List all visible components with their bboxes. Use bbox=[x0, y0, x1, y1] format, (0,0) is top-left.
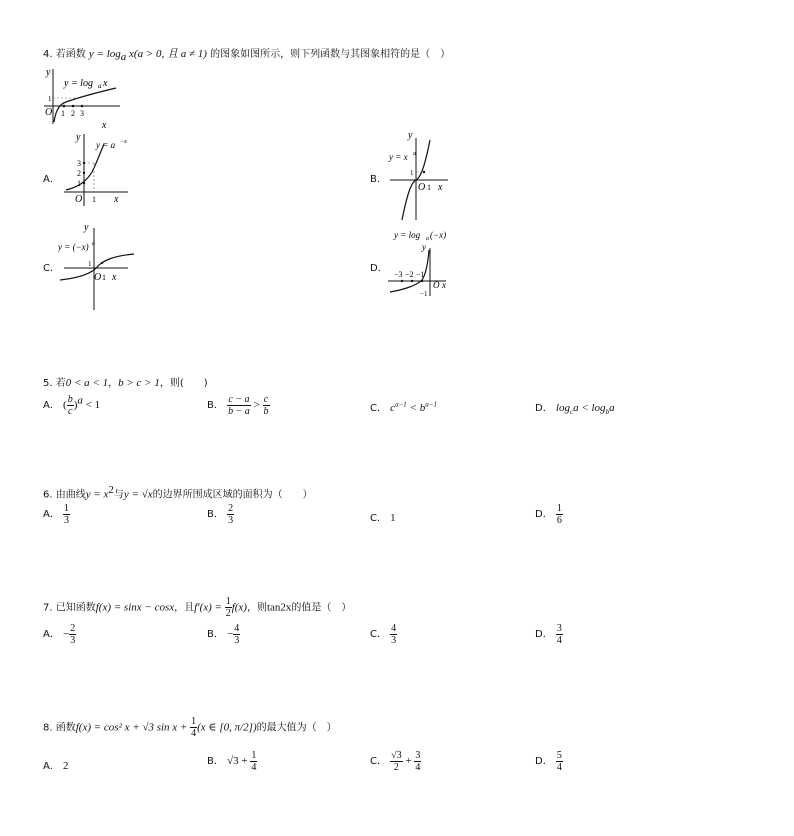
q8-option-b[interactable]: B． √3 + $\frac{1}{4}$ bbox=[207, 750, 257, 773]
q4-main-tick-3: 3 bbox=[80, 109, 84, 118]
q5-option-d[interactable]: D． $\log_ca < \log_ba$ bbox=[535, 402, 615, 417]
q6-option-d[interactable]: D． $\frac{1}{6}$ bbox=[535, 503, 562, 526]
q4-option-a-letter[interactable]: A． bbox=[43, 174, 60, 185]
q4-b-label-sup: a bbox=[413, 151, 416, 157]
q4-main-tick-2: 2 bbox=[71, 109, 75, 118]
q4-option-b-graph[interactable] bbox=[386, 128, 456, 224]
q4-main-axis-y: y bbox=[46, 67, 51, 78]
q4-main-label: y = log bbox=[64, 78, 93, 89]
q6-option-c[interactable]: C． 1 bbox=[370, 512, 396, 524]
q5-option-b[interactable]: B． $\frac{c - a}{b - a}$ > $\frac{c}{b}$ bbox=[207, 394, 269, 417]
q4-main-ytick: 1 bbox=[48, 95, 52, 103]
q4-d-axis-x: x bbox=[442, 280, 446, 290]
q5-d-expr: $\log_ca < \log_ba$ bbox=[555, 402, 615, 417]
q4-d-ytick: −1 bbox=[420, 290, 428, 298]
q4-d-label: y = log bbox=[394, 230, 421, 240]
q4-main-label-x: x bbox=[103, 78, 108, 89]
q7-option-c[interactable]: C． $\frac{4}{3}$ bbox=[370, 623, 397, 646]
q4-d-origin: O bbox=[433, 280, 440, 290]
q6-stem: 6. 由曲线$y = x^2$与y = √x的边界所围成区域的面积为（ ） bbox=[43, 484, 313, 501]
q4-c-axis-y: y bbox=[84, 222, 89, 233]
q4-a-ytick-2: 2 bbox=[77, 169, 81, 178]
q5-option-c[interactable]: C． $c^{a-1} < b^{a-1}$ bbox=[370, 400, 437, 414]
q4-d-axis-y: y bbox=[422, 242, 426, 252]
q4-c-xtick: 1 bbox=[102, 273, 106, 282]
q8-option-d[interactable]: D． $\frac{5}{4}$ bbox=[535, 750, 562, 773]
q4-c-ytick: 1 bbox=[88, 260, 92, 268]
q7-stem: 7. 已知函数f(x) = sinx − cosx，且f′(x) = $\frac{1}{2}$ f(x)，则tan2x的值是（ ） bbox=[43, 596, 352, 619]
q7-option-b[interactable]: B． − $\frac{4}{3}$ bbox=[207, 623, 240, 646]
q4-a-axis-y: y bbox=[76, 132, 81, 143]
q4-b-ytick: 1 bbox=[410, 169, 414, 177]
q4-option-d-graph[interactable] bbox=[386, 226, 458, 302]
q4-a-xtick: 1 bbox=[92, 195, 96, 204]
q7-option-a[interactable]: A． − $\frac{2}{3}$ bbox=[43, 623, 76, 646]
q7-option-d[interactable]: D． $\frac{3}{4}$ bbox=[535, 623, 562, 646]
q8-b-expr: √3 + $\frac{1}{4}$ bbox=[227, 750, 257, 773]
q4-d-xtick-2: −2 bbox=[405, 270, 414, 279]
q4-option-b-letter[interactable]: B． bbox=[370, 174, 387, 185]
q4-option-a-graph[interactable] bbox=[58, 130, 138, 210]
q4-b-axis-x: x bbox=[438, 182, 443, 193]
q4-b-axis-y: y bbox=[408, 130, 413, 141]
q4-a-label-sup: −x bbox=[120, 139, 127, 145]
q4-b-origin: O bbox=[418, 182, 426, 193]
q4-a-origin: O bbox=[75, 194, 83, 205]
q8-stem: 8. 函数f(x) = cos² x + √3 sin x + $\frac{1}{4}$ (x ∈ [0, π/2])的最大值为（ ） bbox=[43, 716, 337, 739]
q4-option-d-letter[interactable]: D． bbox=[370, 263, 388, 274]
q5-stem: 5. 若0 < a < 1，b > c > 1，则( ) bbox=[43, 377, 208, 389]
q4-d-label-rest: (−x) bbox=[430, 230, 447, 240]
q6-option-a[interactable]: A． $\frac{1}{3}$ bbox=[43, 503, 70, 526]
q4-option-c-graph[interactable] bbox=[58, 222, 140, 312]
q4-option-c-letter[interactable]: C． bbox=[43, 263, 60, 274]
q4-d-xtick-3: −3 bbox=[394, 270, 403, 279]
q4-main-label-base: a bbox=[98, 82, 102, 90]
q4-a-ytick-1: 1 bbox=[77, 179, 81, 188]
q4-a-label: y = a bbox=[96, 140, 116, 150]
q4-c-label-sup: a bbox=[92, 241, 95, 247]
q4-c-axis-x: x bbox=[112, 272, 117, 283]
q4-main-axis-x: x bbox=[102, 120, 107, 131]
q5-c-expr: $c^{a-1} < b^{a-1}$ bbox=[390, 400, 437, 414]
q4-c-label: y = (−x) bbox=[58, 242, 89, 252]
q5-b-expr: $\frac{c - a}{b - a}$ > $\frac{c}{b}$ bbox=[228, 394, 269, 417]
q5-option-a[interactable]: A． ( $\frac{b}{c}$ )$^a$ < 1 bbox=[43, 394, 101, 417]
q4-a-ytick-3: 3 bbox=[77, 159, 81, 168]
q4-main-graph bbox=[40, 64, 130, 134]
q5-a-expr: ( $\frac{b}{c}$ )$^a$ < 1 bbox=[63, 394, 101, 417]
q4-d-label-sub: a bbox=[426, 236, 429, 242]
q4-main-tick-1: 1 bbox=[61, 109, 65, 118]
q6-option-b[interactable]: B． $\frac{2}{3}$ bbox=[207, 503, 234, 526]
q4-d-xtick-1: −1 bbox=[416, 270, 425, 279]
q4-stem: 4. 若函数 $y = \log_a x(a > 0$, 且 a ≠ 1) 的图象如图所示，则下列函数与其图象相符的是（ ） bbox=[43, 48, 451, 63]
q4-main-origin: O bbox=[45, 107, 53, 118]
q4-b-xtick: 1 bbox=[427, 183, 431, 192]
q4-c-origin: O bbox=[94, 272, 102, 283]
q8-option-c[interactable]: C． $\frac{√3}{2}$ + $\frac{3}{4}$ bbox=[370, 750, 421, 773]
q8-option-a[interactable]: A． 2 bbox=[43, 760, 69, 772]
q4-b-label: y = x bbox=[389, 152, 408, 162]
q8-c-expr: $\frac{√3}{2}$ + $\frac{3}{4}$ bbox=[391, 750, 421, 773]
q4-a-axis-x: x bbox=[114, 194, 119, 205]
